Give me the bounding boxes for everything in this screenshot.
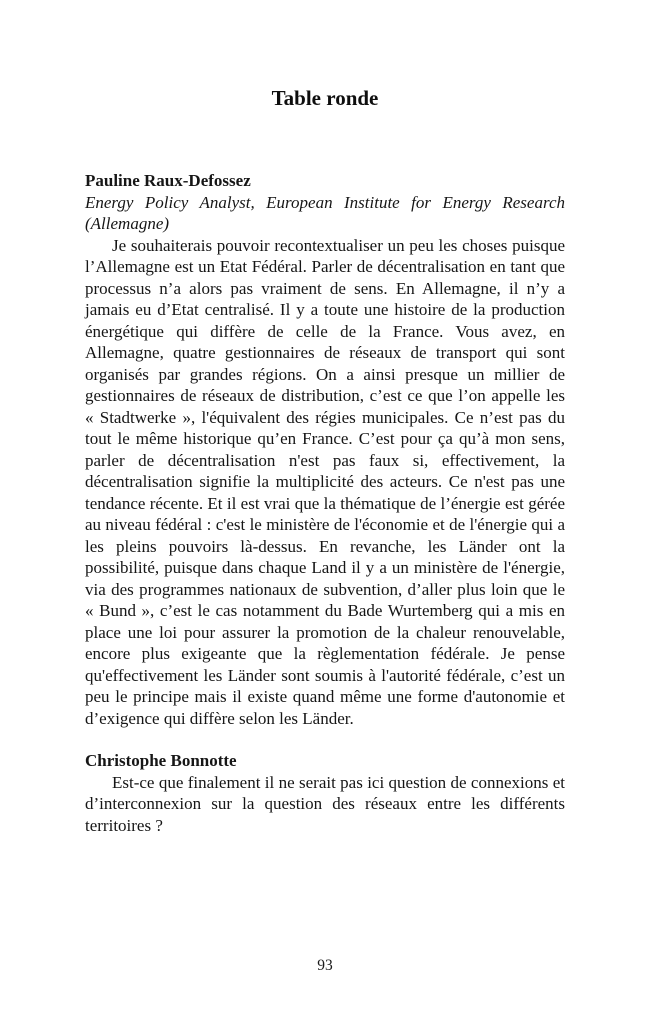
page-title: Table ronde	[271, 86, 379, 110]
speaker-section-pauline	[85, 170, 565, 729]
speech-paragraph: Est-ce que finalement il ne serait pas ici question de connexions et d’interconnexion sur la question des réseaux entre les différents territoires ?	[85, 772, 565, 835]
speech-paragraph: Je souhaiterais pouvoir recontextualiser un peu les choses puisque l’Allemagne est un Etat Fédéral. Parler de décentralisation en tant que processus n’a alors pas vraiment de sens. En Allemagne, il n’y a jamais eu d’Etat centralisé. Il y a toute une histoire de la production énergétique qui diffère de celle de la France. Vous avez, en Allemagne, quatre gestionnaires de réseaux de transport qui sont organisés par grandes régions. On a ainsi presque un millier de gestionnaires de réseaux de distribution, c’est ce que l’on appelle les « Stadtwerke », l'équivalent des régies municipales. Ce n’est pas du tout le même historique qu’en France. C’est pour ça qu’à mon sens, parler de décentralisation n'est pas faux si, effectivement, la décentralisation signifie la multiplicité des acteurs. Ce n'est pas une tendance récente. Et il est vrai que la thématique de l’énergie est gérée au niveau fédéral : c'est le ministère de l'économie et de l'énergie qui a les pleins pouvoirs là-dessus. En revanche, les Länder ont la possibilité, puisque dans chaque Land il y a un ministère de l'énergie, via des programmes nationaux de subvention, d’aller plus loin que le « Bund », c’est le cas notamment du Bade Wurtemberg qui a mis en place une loi pour assurer la promotion de la chaleur renouvelable, encore plus exigeante que la règlementation fédérale. Je pense qu'effectivement les Länder sont soumis à l'autorité fédérale, c’est un peu le principe mais il existe quand même une forme d'autonomie et d’exigence qui diffère selon les Länder.	[85, 235, 565, 728]
speaker-affiliation: Energy Policy Analyst, European Institute for Energy Research (Allemagne)	[85, 192, 565, 233]
page-number: 93	[317, 957, 333, 974]
speaker-name: Pauline Raux-Defossez	[85, 171, 251, 190]
speaker-section-christophe	[85, 750, 565, 836]
page-body	[85, 170, 565, 836]
speaker-name: Christophe Bonnotte	[85, 751, 237, 770]
